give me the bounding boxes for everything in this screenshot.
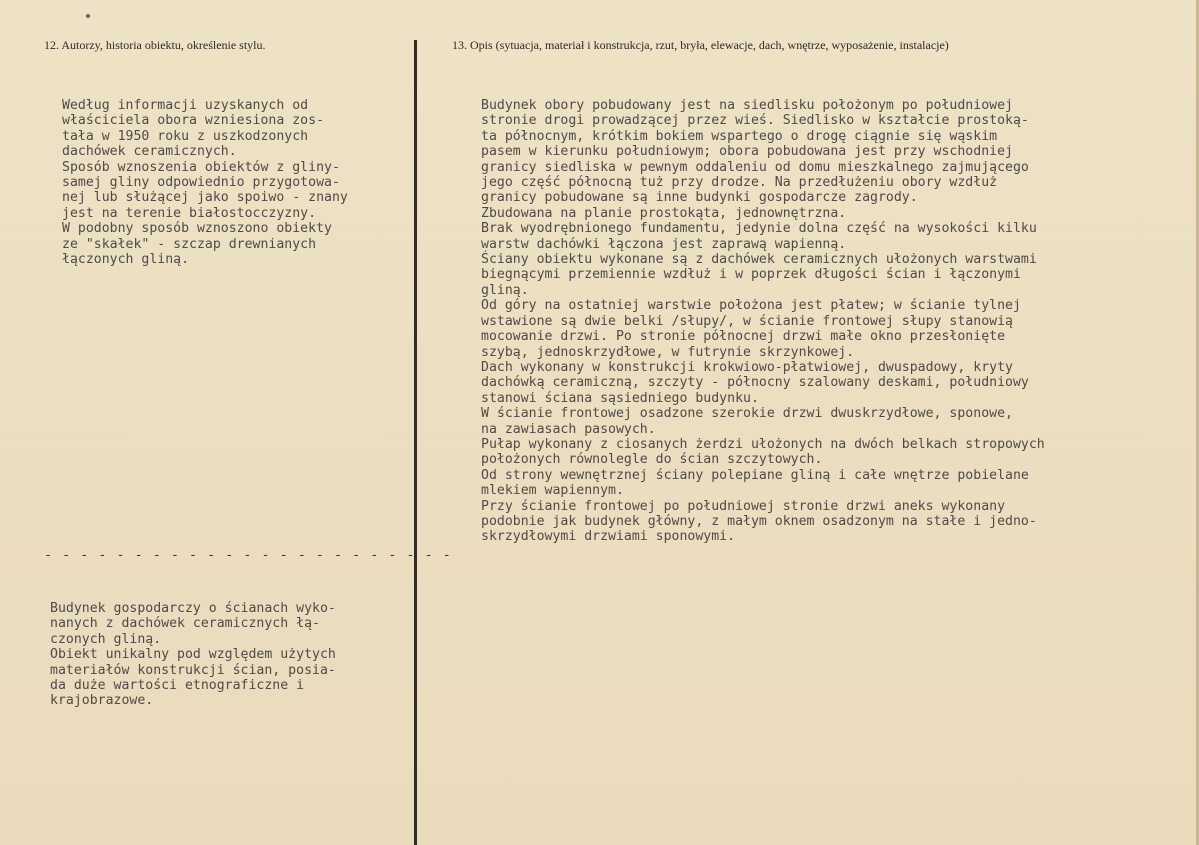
column-divider-line	[414, 40, 417, 845]
section-12-heading: 12. Autorzy, historia obiektu, określenie stylu.	[44, 38, 266, 52]
history-typed-text: Według informacji uzyskanych od właściciela obora wzniesiona zos- tała w 1950 roku z uszkodzonych dachówek ceramicznych. Sposób wznoszenia obiektów z gliny- samej gliny odpowiednio przygotowa- nej lub służącej jako spoiwo - znany jest na terenie białostocczyzny. W podobny sposób wznoszono obiekty ze "skałek" - szczap drewnianych łączonych gliną.	[62, 98, 348, 268]
style-assessment-typed-text: Budynek gospodarczy o ścianach wyko- nanych z dachówek ceramicznych łą- czonych gliną. Obiekt unikalny pod względem użytych materiałów konstrukcji ścian, posia- da duże wartości etnograficzne i krajobrazowe.	[50, 601, 336, 709]
description-typed-text: Budynek obory pobudowany jest na siedlisku położonym po południowej stronie drogi prowadzącej przez wieś. Siedlisko w kształcie prostoką- ta północnym, krótkim bokiem wspartego o drogę ciągnie się wąskim pasem w kierunku południowym; obora pobudowana jest przy wschodniej granicy siedliska w pewnym oddaleniu od domu mieszkalnego zajmującego jego część północną tuż przy drodze. Na przedłużeniu obory wzdłuż granicy pobudowane są inne budynki gospodarcze zagrody. Zbudowana na planie prostokąta, jednownętrzna. Brak wyodrębnionego fundamentu, jedynie dolna część na wysokości kilku warstw dachówki łączona jest zaprawą wapienną. Ściany obiektu wykonane są z dachówek ceramicznych ułożonych warstwami biegnącymi przemiennie wzdłuż i w poprzek długości ścian i łączonymi gliną. Od góry na ostatniej warstwie położona jest płatew; w ścianie tylnej wstawione są dwie belki /słupy/, w ścianie frontowej słupy stanowią mocowanie drzwi. Po stronie północnej drzwi małe okno przesłonięte szybą, jednoskrzydłowe, w futrynie skrzynkowej. Dach wykonany w konstrukcji krokwiowo-płatwiowej, dwuspadowy, kryty dachówką ceramiczną, szczyty - północny szalowany deskami, południowy stanowi ściana sąsiedniego budynku. W ścianie frontowej osadzone szerokie drzwi dwuskrzydłowe, sponowe, na zawiasach pasowych. Pułap wykonany z ciosanych żerdzi ułożonych na dwóch belkach stropowych położonych równolegle do ścian szczytowych. Od strony wewnętrznej ściany polepiane gliną i całe wnętrze pobielane mlekiem wapiennym. Przy ścianie frontowej po południowej stronie drzwi aneks wykonany podobnie jak budynek główny, z małym oknem osadzonym na stałe i jedno- skrzydłowymi drzwiami sponowymi.	[481, 98, 1045, 545]
section-13-heading: 13. Opis (sytuacja, materiał i konstrukcja, rzut, bryła, elewacje, dach, wnętrze, wyposażenie, instalacje)	[452, 38, 949, 52]
dashed-separator: - - - - - - - - - - - - - - - - - - - - - - -	[44, 548, 452, 563]
ink-dot	[86, 14, 90, 18]
